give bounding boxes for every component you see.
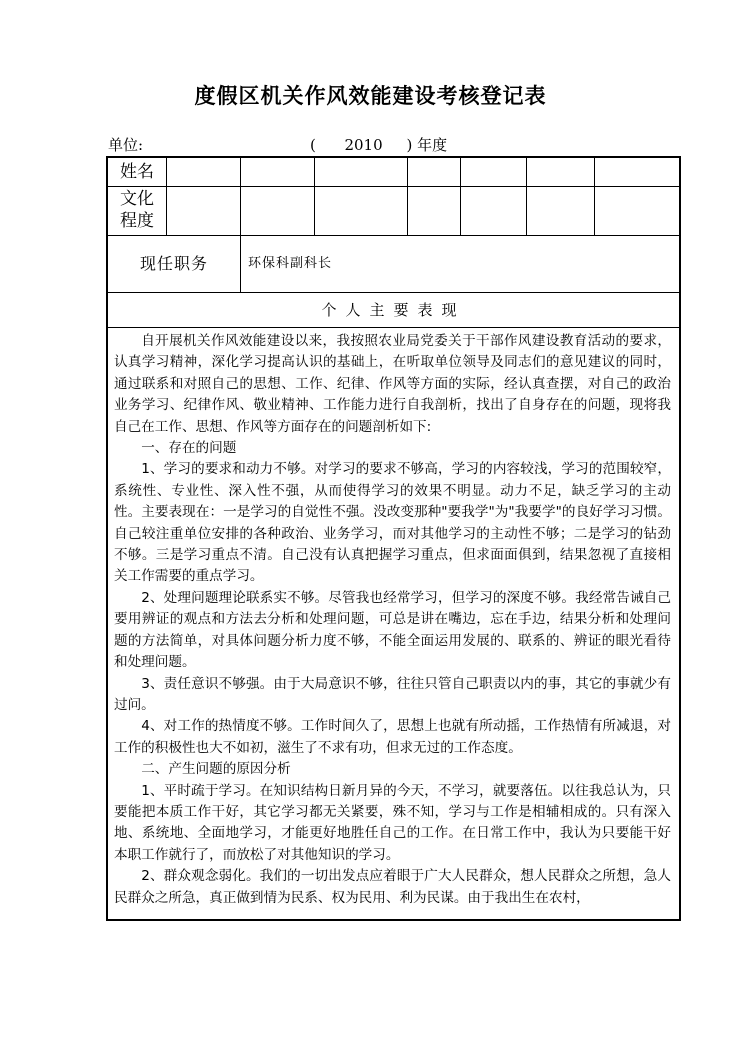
paragraph: 2、群众观念弱化。我们的一切出发点应着眼于广大人民群众，想人民群众之所想，急人民群众之所急，真正做到情为民系、权为民用、利为民谋。由于我出生在农村， (114, 868, 671, 906)
education-label (108, 188, 166, 232)
year-close: ) 年度 (406, 136, 448, 154)
row-divider (108, 327, 679, 328)
paragraph: 1、学习的要求和动力不够。对学习的要求不够高，学习的内容较浅，学习的范围较窄，系统性、专业性、深入性不强，从而使得学习的效果不明显。动力不足，缺乏学习的主动性。主要表现在：一是学习的自觉性不强。没改变那种"要我学"为"我要学"的良好学习习惯。自己较注重单位安排的各种政治、业务学习，而对其他学习的主动性不够；二是学习的钻劲不够。三是学习重点不清。自己没有认真把握学习重点，但求面面俱到，结果忽视了直接相关工作需要的重点学习。 (114, 461, 671, 585)
year-value[interactable]: 2010 (344, 136, 383, 154)
paragraph: 2、处理问题理论联系实不够。尽管我也经常学习，但学习的深度不够。我经常告诫自己要用辨证的观点和方法去分析和处理问题，可总是讲在嘴边，忘在手边，结果分析和处理问题的方法简单，对具体问题分析力度不够，不能全面运用发展的、联系的、辨证的眼光看待和处理问题。 (114, 589, 671, 671)
name-field[interactable] (167, 158, 240, 186)
section-title: 个人主要表现 (321, 301, 466, 319)
name-label: 姓名 (120, 162, 154, 182)
paragraph: 1、平时疏于学习。在知识结构日新月异的今天，不学习，就要落伍。以往我总认为，只要能把本质工作干好，其它学习都无关紧要，殊不知，学习与工作是相辅相成的。只有深入地、系统地、全面地学习，才能更好地胜任自己的工作。在日常工作中，我认为只要能干好本职工作就行了，而放松了对其他知识的学习。 (114, 782, 671, 863)
performance-text (114, 331, 671, 909)
year-line (310, 134, 447, 155)
paragraph: 自开展机关作风效能建设以来，我按照农业局党委关于干部作风建设教育活动的要求，认真学习精神，深化学习提高认识的基础上，在听取单位领导及同志们的意见建议的同时，通过联系和对照自己的思想、工作、纪律、作风等方面的实际，经认真查摆，对自己的政治业务学习、纪律作风、敬业精神、工作能力进行自我剖析，找出了自身存在的问题，现将我自己在工作、思想、作风等方面存在的问题剖析如下: (114, 333, 671, 435)
col-divider (460, 158, 461, 235)
col-divider (407, 158, 408, 235)
unit-label: 单位: (108, 136, 144, 154)
paragraph: 4、对工作的热情度不够。工作时间久了，思想上也就有所动摇，工作热情有所减退，对工作的积极性也大不如初，滋生了不求有功，但求无过的工作态度。 (114, 718, 671, 756)
position-label: 现任职务 (139, 254, 208, 273)
registration-form (106, 156, 681, 921)
document-title: 度假区机关作风效能建设考核登记表 (194, 83, 547, 108)
education-field[interactable] (167, 187, 240, 235)
education-label-line2: 程度 (120, 211, 154, 231)
education-label-line1: 文化 (120, 189, 154, 209)
col-divider (314, 158, 315, 235)
col-divider (594, 158, 595, 235)
paragraph: 二、产生问题的原因分析 (141, 761, 291, 778)
position-value[interactable]: 环保科副科长 (248, 256, 333, 271)
year-open: ( (310, 136, 316, 154)
col-divider (526, 158, 527, 235)
paragraph: 3、责任意识不够强。由于大局意识不够，往往只管自己职责以内的事，其它的事就少有过问。 (114, 675, 671, 713)
paragraph: 一、存在的问题 (141, 440, 237, 457)
col-divider (240, 158, 241, 292)
